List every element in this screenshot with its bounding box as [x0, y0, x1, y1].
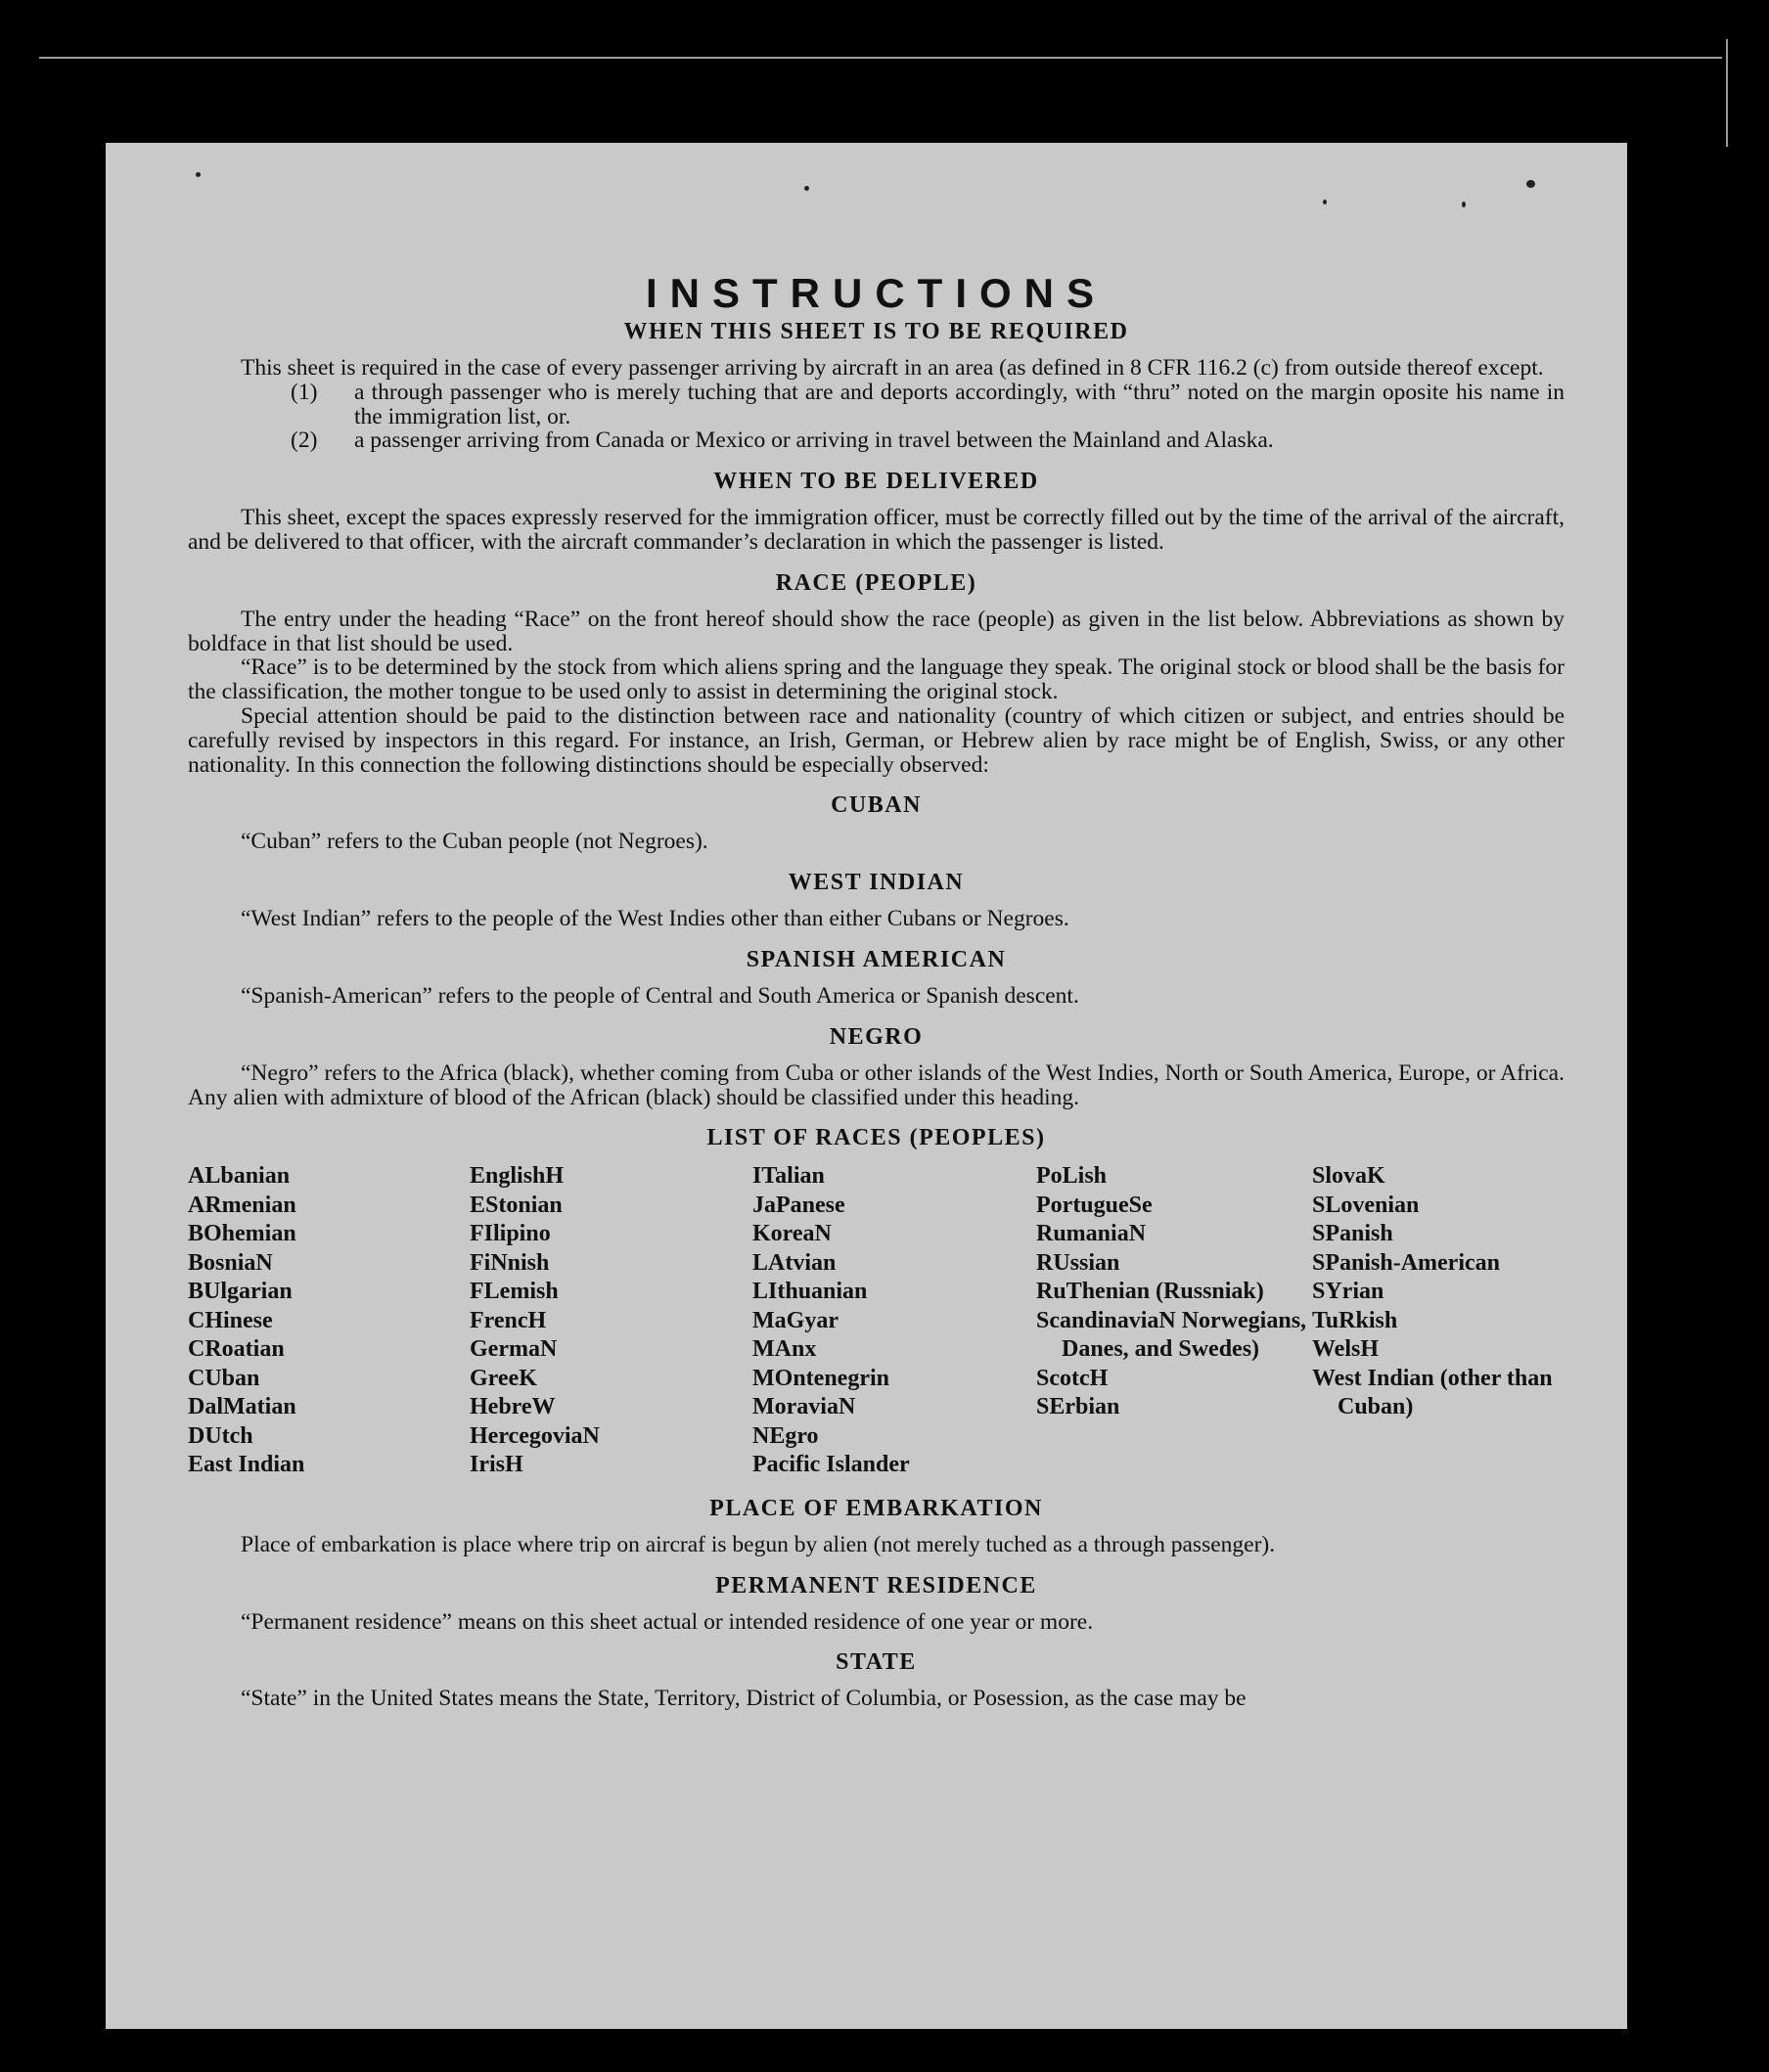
race-entry: LIthuanian: [752, 1279, 868, 1305]
races-column: [1312, 1162, 1566, 1480]
paragraph-race: The entry under the heading “Race” on the front hereof should show the race (people) as given in the list below. Abbreviations as shown by boldface in that list should be used.: [188, 606, 1565, 656]
race-entry: West Indian (other than Cuban): [1312, 1365, 1553, 1420]
paragraph-state: “State” in the United States means the State, Territory, District of Columbia, or Posession, as the case may be: [241, 1686, 1247, 1712]
race-entry: FiNnish: [470, 1249, 550, 1276]
race-entry: FIlipino: [470, 1221, 551, 1247]
heading-list-of-races: LIST OF RACES (PEOPLES): [706, 1125, 1046, 1151]
heading-permanent-residence: PERMANENT RESIDENCE: [715, 1572, 1037, 1599]
race-entry: ITalian: [752, 1163, 825, 1190]
race-entry: IrisH: [470, 1452, 523, 1478]
race-entry: RumaniaN: [1036, 1221, 1147, 1247]
heading-west-indian: WEST INDIAN: [788, 870, 965, 896]
paragraph-embarkation: Place of embarkation is place where trip on aircraf is begun by alien (not merely tuched as a through passenger).: [241, 1531, 1276, 1557]
paragraph-race: Special attention should be paid to the distinction between race and nationality (country of which citizen or subject, and entries should be carefully revised by inspectors in this regard. For instance, an Irish, German, or Hebrew alien by race might be of English, Swiss, or any other nationality. In this connection the following distinctions should be especially observed:: [188, 702, 1565, 778]
item-number: (2): [291, 428, 318, 454]
race-entry: East Indian: [188, 1452, 305, 1478]
instruction-sheet: [106, 143, 1627, 2029]
item-number: (1): [291, 379, 318, 405]
race-entry: CHinese: [188, 1307, 273, 1333]
races-column: [752, 1162, 1036, 1480]
races-list: [188, 1162, 1565, 1480]
paragraph-west-indian: “West Indian” refers to the people of the West Indies other than either Cubans or Negroes.: [241, 906, 1069, 932]
exception-list: [188, 381, 1565, 453]
race-entry: ScotcH: [1036, 1365, 1109, 1391]
heading-when-required: WHEN THIS SHEET IS TO BE REQUIRED: [623, 319, 1129, 344]
race-entry: CUban: [188, 1365, 260, 1391]
paragraph-spanish-american: “Spanish-American” refers to the people of Central and South America or Spanish descent.: [241, 982, 1079, 1009]
paragraph-when-required: This sheet is required in the case of every passenger arriving by aircraft in an area (as defined in 8 CFR 116.2 (c) from outside thereof except.: [241, 355, 1544, 381]
dust-speck: [1323, 200, 1327, 204]
exception-item: [188, 428, 1565, 453]
race-entry: ALbanian: [188, 1163, 291, 1190]
race-entry: HebreW: [470, 1394, 556, 1420]
race-entry: JaPanese: [752, 1192, 845, 1218]
exception-item: [188, 381, 1565, 429]
race-entry: NEgro: [752, 1422, 819, 1449]
heading-negro: NEGRO: [829, 1023, 924, 1050]
scan-border-top: [39, 57, 1722, 59]
race-entry: GreeK: [470, 1365, 537, 1391]
race-entry: FLemish: [470, 1279, 559, 1305]
item-text: a passenger arriving from Canada or Mexico or arriving in travel between the Mainland and Alaska.: [354, 428, 1274, 454]
race-entry: ScandinaviaN Norwegians, Danes, and Swedes): [1036, 1307, 1307, 1363]
race-entry: SLovenian: [1312, 1192, 1420, 1218]
race-entry: EnglishH: [470, 1163, 565, 1190]
race-entry: RUssian: [1036, 1249, 1120, 1276]
heading-embarkation: PLACE OF EMBARKATION: [709, 1495, 1043, 1521]
race-entry: SPanish-American: [1312, 1249, 1500, 1276]
race-entry: LAtvian: [752, 1249, 837, 1276]
race-entry: SErbian: [1036, 1394, 1120, 1420]
race-entry: DUtch: [188, 1422, 253, 1449]
race-entry: MAnx: [752, 1336, 817, 1363]
races-column: [470, 1162, 752, 1480]
dust-speck: [1526, 180, 1535, 188]
race-entry: RuThenian (Russniak): [1036, 1279, 1264, 1305]
scan-border-right: [1726, 39, 1728, 147]
race-entry: PortugueSe: [1036, 1192, 1153, 1218]
race-entry: SPanish: [1312, 1221, 1393, 1247]
race-entry: MoraviaN: [752, 1394, 856, 1420]
paragraph-permanent-residence: “Permanent residence” means on this sheet actual or intended residence of one year or more.: [241, 1608, 1094, 1635]
dust-speck: [196, 172, 201, 177]
dust-speck: [1462, 202, 1466, 207]
race-entry: FrencH: [470, 1307, 547, 1333]
race-entry: SlovaK: [1312, 1163, 1385, 1190]
race-entry: BUlgarian: [188, 1279, 293, 1305]
race-entry: TuRkish: [1312, 1307, 1398, 1333]
page-title: INSTRUCTIONS: [646, 270, 1107, 316]
heading-state: STATE: [836, 1649, 917, 1676]
race-entry: KoreaN: [752, 1221, 832, 1247]
race-entry: BosniaN: [188, 1249, 273, 1276]
race-entry: SYrian: [1312, 1279, 1384, 1305]
race-entry: Pacific Islander: [752, 1452, 910, 1478]
race-entry: BOhemian: [188, 1221, 296, 1247]
race-entry: WelsH: [1312, 1336, 1380, 1363]
heading-when-delivered: WHEN TO BE DELIVERED: [713, 469, 1039, 495]
paragraph-race: “Race” is to be determined by the stock from which aliens spring and the language they speak. The original stock or blood shall be the basis for the classification, the mother tongue to be used only to assist in determining the original stock.: [188, 654, 1565, 705]
race-entry: GermaN: [470, 1336, 558, 1363]
race-entry: PoLish: [1036, 1163, 1108, 1190]
heading-cuban: CUBAN: [831, 792, 922, 819]
races-column: [1036, 1162, 1312, 1480]
race-entry: HercegoviaN: [470, 1422, 600, 1449]
race-entry: EStonian: [470, 1192, 563, 1218]
races-column: [188, 1162, 470, 1480]
paragraph-cuban: “Cuban” refers to the Cuban people (not Negroes).: [241, 829, 708, 855]
heading-race: RACE (PEOPLE): [775, 569, 977, 596]
item-text: a through passenger who is merely tuching that are and deports accordingly, with “thru” noted on the margin oposite his name in the immigration list, or.: [354, 379, 1565, 429]
race-entry: DalMatian: [188, 1394, 296, 1420]
race-entry: ARmenian: [188, 1192, 296, 1218]
race-entry: MOntenegrin: [752, 1365, 889, 1391]
race-entry: MaGyar: [752, 1307, 839, 1333]
race-entry: CRoatian: [188, 1336, 285, 1363]
paragraph-when-delivered: This sheet, except the spaces expressly reserved for the immigration officer, must be correctly filled out by the time of the arrival of the aircraft, and be delivered to that officer, with the aircraft commander’s declaration in which the passenger is listed.: [188, 505, 1565, 555]
dust-speck: [804, 186, 809, 191]
heading-spanish-american: SPANISH AMERICAN: [746, 946, 1007, 972]
paragraph-negro: “Negro” refers to the Africa (black), whether coming from Cuba or other islands of the West Indies, North or South America, Europe, or Africa. Any alien with admixture of blood of the African (black) should be classified under this heading.: [188, 1059, 1565, 1110]
